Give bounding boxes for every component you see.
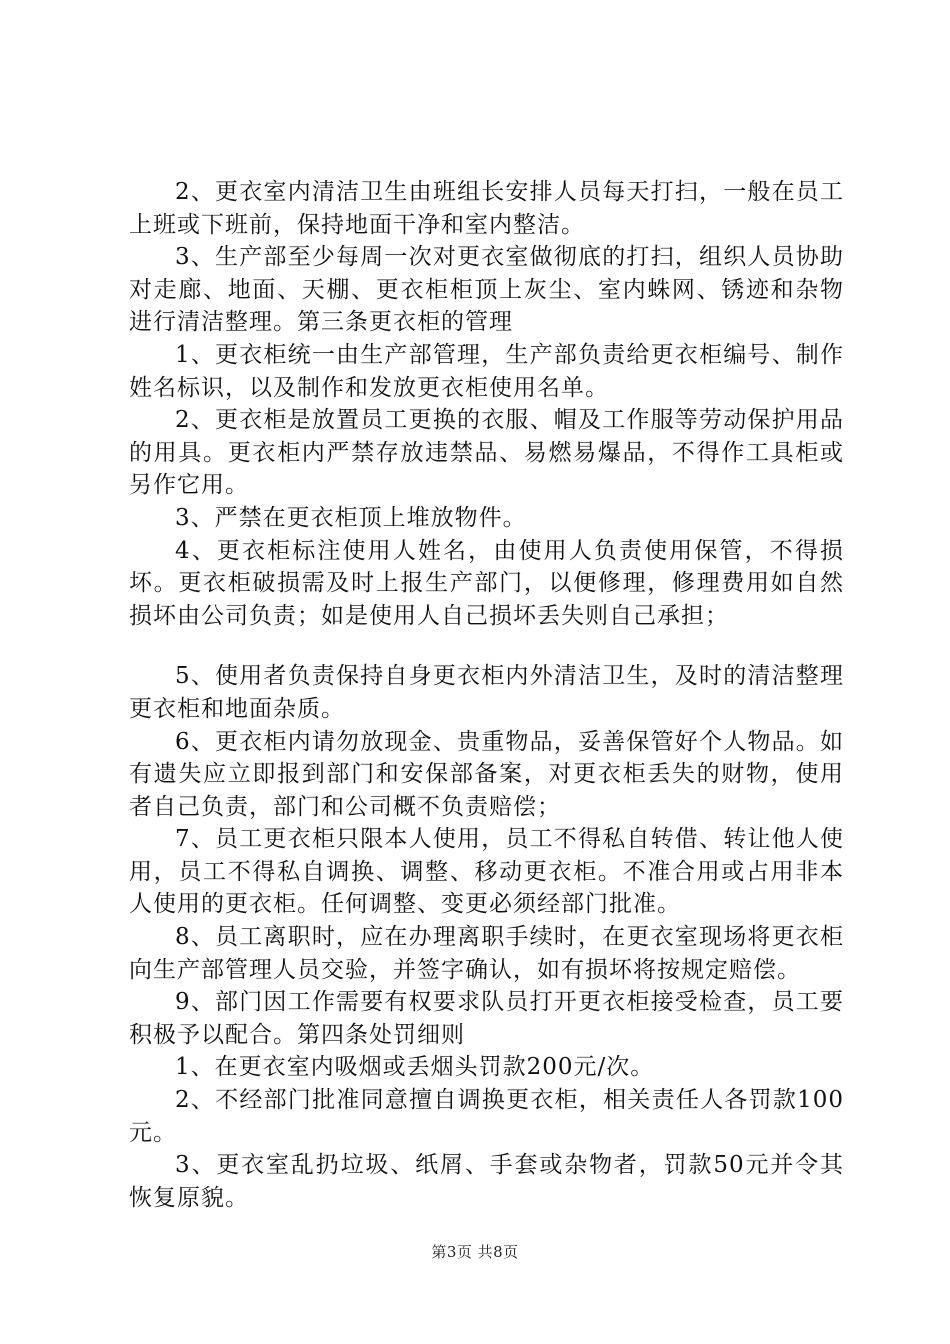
paragraph: 3、生产部至少每周一次对更衣室做彻底的打扫，组织人员协助对走廊、地面、天棚、更衣柜柜顶上灰尘、室内蛛网、锈迹和杂物进行清洁整理。第三条更衣柜的管理	[129, 244, 844, 336]
paragraph: 5、使用者负责保持自身更衣柜内外清洁卫生，及时的清洁整理更衣柜和地面杂质。	[129, 663, 844, 722]
paragraph: 9、部门因工作需要有权要求队员打开更衣柜接受检查，员工要积极予以配合。第四条处罚细则	[129, 989, 844, 1048]
paragraph: 8、员工离职时，应在办理离职手续时，在更衣室现场将更衣柜向生产部管理人员交验，并签字确认，如有损坏将按规定赔偿。	[129, 924, 844, 983]
page-number-label: 第3页 共8页	[431, 1243, 519, 1261]
paragraph: 6、更衣柜内请勿放现金、贵重物品，妥善保管好个人物品。如有遗失应立即报到部门和安保部备案，对更衣柜丢失的财物，使用者自己负责，部门和公司概不负责赔偿；	[129, 728, 844, 820]
paragraph: 4、更衣柜标注使用人姓名，由使用人负责使用保管，不得损坏。更衣柜破损需及时上报生产部门，以便修理，修理费用如自然损坏由公司负责；如是使用人自己损坏丢失则自己承担；	[129, 537, 844, 629]
paragraph: 3、严禁在更衣柜顶上堆放物件。	[175, 504, 527, 531]
page-footer	[0, 1241, 950, 1262]
paragraph: 1、在更衣室内吸烟或丢烟头罚款200元/次。	[175, 1054, 655, 1081]
paragraph: 2、更衣室内清洁卫生由班组长安排人员每天打扫，一般在员工上班或下班前，保持地面干净和室内整洁。	[129, 179, 844, 238]
paragraph: 1、更衣柜统一由生产部管理，生产部负责给更衣柜编号、制作姓名标识，以及制作和发放更衣柜使用名单。	[129, 341, 844, 401]
paragraph: 3、更衣室乱扔垃圾、纸屑、手套或杂物者，罚款50元并令其恢复原貌。	[129, 1152, 844, 1211]
paragraph: 7、员工更衣柜只限本人使用，员工不得私自转借、转让他人使用，员工不得私自调换、调整、移动更衣柜。不准合用或占用非本人使用的更衣柜。任何调整、变更必须经部门批准。	[129, 826, 844, 918]
document-body	[129, 176, 844, 1214]
paragraph: 2、不经部门批准同意擅自调换更衣柜，相关责任人各罚款100元。	[129, 1087, 844, 1146]
paragraph: 2、更衣柜是放置员工更换的衣服、帽及工作服等劳动保护用品的用具。更衣柜内严禁存放违禁品、易燃易爆品，不得作工具柜或另作它用。	[129, 407, 844, 499]
